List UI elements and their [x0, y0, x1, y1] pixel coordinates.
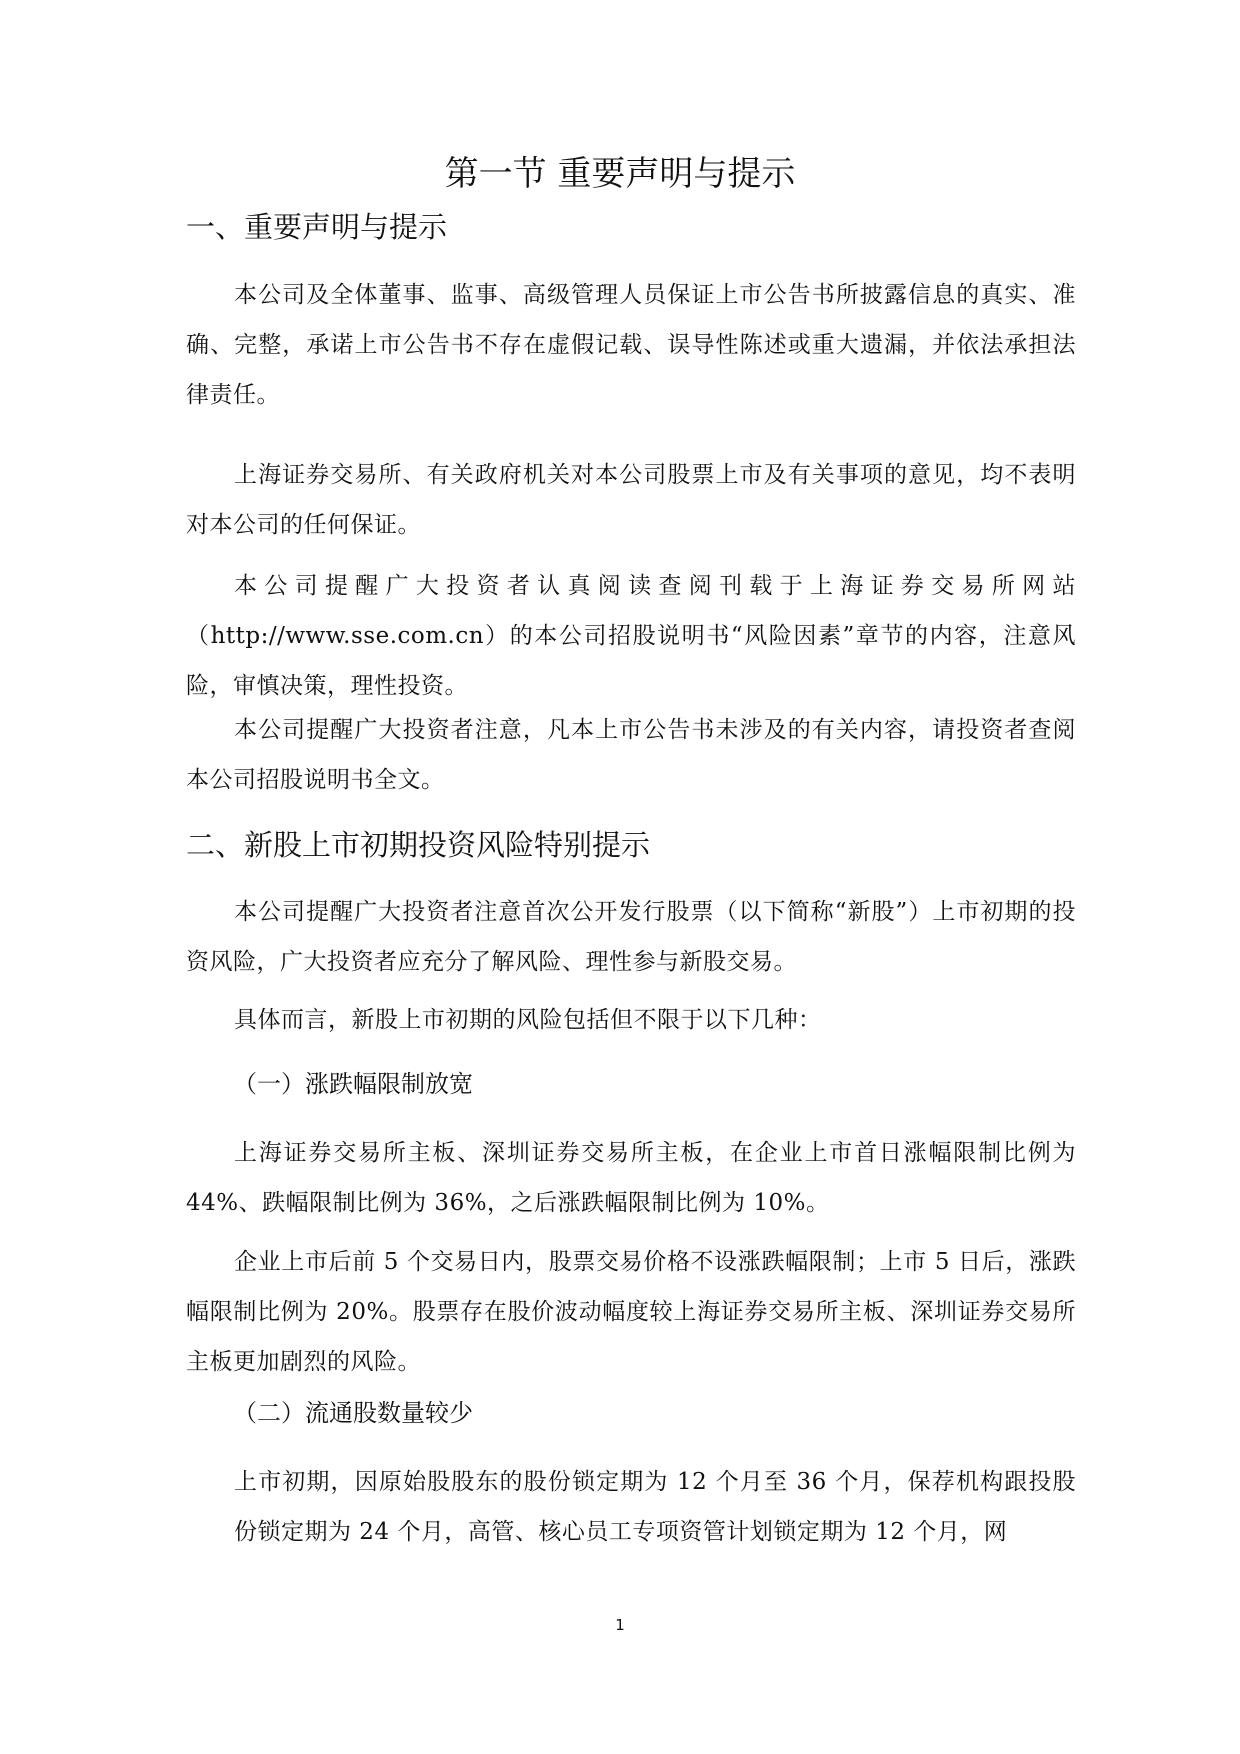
- paragraph: 上海证券交易所主板、深圳证券交易所主板，在企业上市首日涨幅限制比例为 44%、跌幅限制比例为 36%，之后涨跌幅限制比例为 10%。: [186, 1140, 1076, 1216]
- subsection-heading-1: （一）涨跌幅限制放宽: [233, 1070, 473, 1098]
- subsection-heading-2: （二）流通股数量较少: [233, 1399, 473, 1427]
- paragraph: 本公司提醒广大投资者注意，凡本上市公告书未涉及的有关内容，请投资者查阅本公司招股说明书全文。: [186, 717, 1076, 793]
- section-heading-1: 一、重要声明与提示: [186, 210, 448, 244]
- paragraph: 本公司提醒广大投资者注意首次公开发行股票（以下简称“新股”）上市初期的投资风险，广大投资者应充分了解风险、理性参与新股交易。: [186, 899, 1076, 975]
- paragraph: 本公司提醒广大投资者认真阅读查阅刊载于上海证券交易所网站（http://www.sse.com.cn）的本公司招股说明书“风险因素”章节的内容，注意风险，审慎决策，理性投资。: [186, 573, 1076, 699]
- paragraph: 企业上市后前 5 个交易日内，股票交易价格不设涨跌幅限制；上市 5 日后，涨跌幅限制比例为 20%。股票存在股价波动幅度较上海证券交易所主板、深圳证券交易所主板更加剧烈的风险。: [186, 1249, 1076, 1375]
- section-heading-2: 二、新股上市初期投资风险特别提示: [186, 828, 651, 862]
- paragraph: 本公司及全体董事、监事、高级管理人员保证上市公告书所披露信息的真实、准确、完整，承诺上市公告书不存在虚假记载、误导性陈述或重大遗漏，并依法承担法律责任。: [186, 282, 1076, 408]
- paragraph: 上市初期，因原始股股东的股份锁定期为 12 个月至 36 个月，保荐机构跟投股份锁定期为 24 个月，高管、核心员工专项资管计划锁定期为 12 个月，网: [234, 1469, 1076, 1545]
- paragraph: 具体而言，新股上市初期的风险包括但不限于以下几种：: [234, 1007, 822, 1033]
- paragraph: 上海证券交易所、有关政府机关对本公司股票上市及有关事项的意见，均不表明对本公司的任何保证。: [186, 462, 1076, 538]
- page-number: 1: [615, 1616, 625, 1634]
- page-title: 第一节 重要声明与提示: [444, 154, 796, 194]
